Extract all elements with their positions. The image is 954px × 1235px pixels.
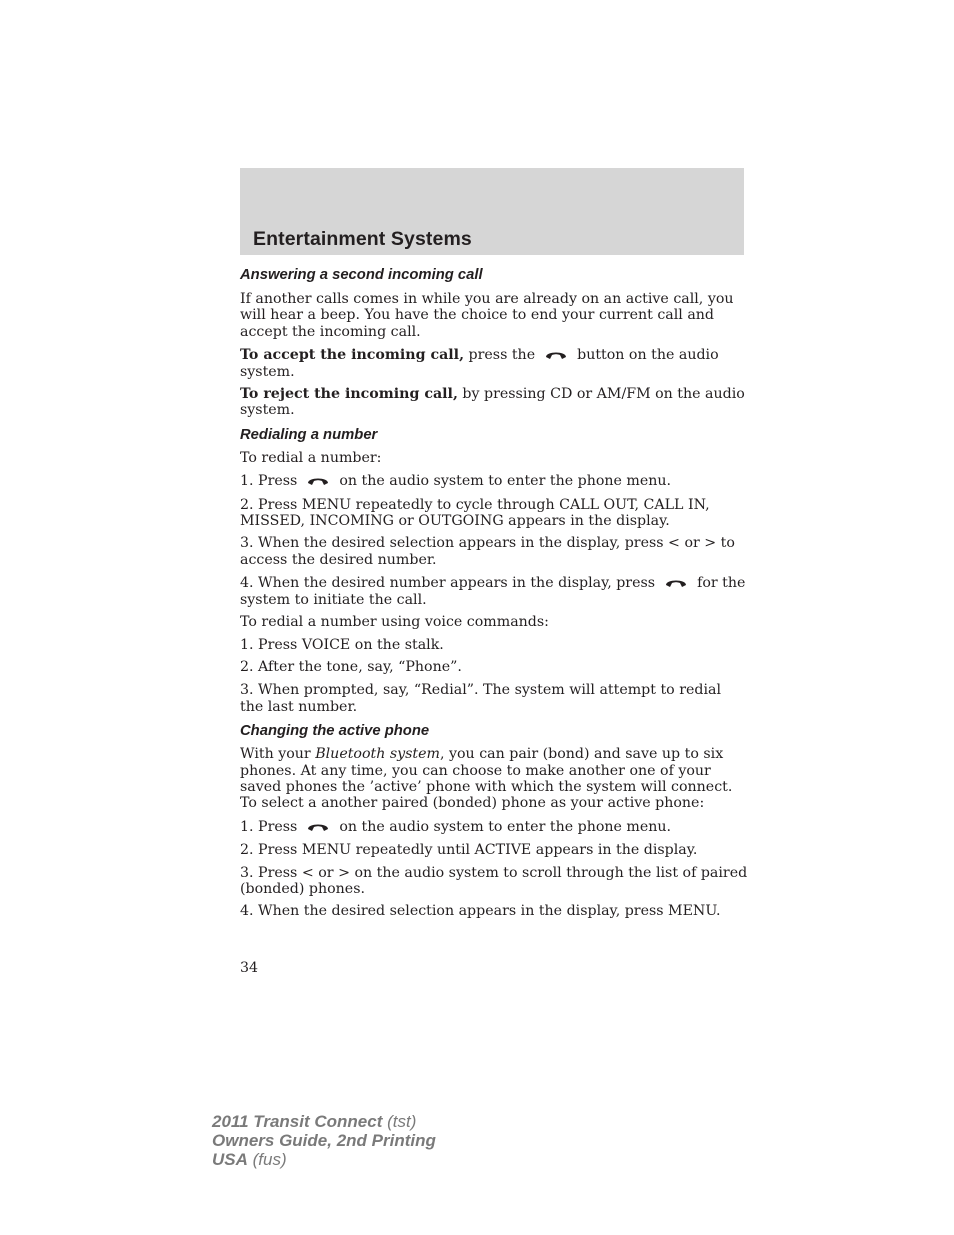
paragraph-reject-call <box>240 386 748 419</box>
paragraph-redial-step4 <box>240 575 748 608</box>
paragraph-voice-step2: 2. After the tone, say, “Phone”. <box>240 658 462 675</box>
paragraph-voice-step3: 3. When prompted, say, “Redial”. The system will attempt to redial the last number. <box>240 682 722 715</box>
footer-guide: Owners Guide, 2nd Printing <box>212 1131 436 1150</box>
accept-call-bold: To accept the incoming call, <box>240 347 465 364</box>
paragraph-accept-call <box>240 347 748 380</box>
section-header-band <box>240 168 744 255</box>
section-title: Entertainment Systems <box>253 228 472 250</box>
paragraph-redial-step1 <box>240 473 748 489</box>
phone-handset-icon <box>307 474 329 486</box>
paragraph-redial-step2: 2. Press MENU repeatedly to cycle through CALL OUT, CALL IN, MISSED, INCOMING or OUTGOING appears in the display. <box>240 496 710 530</box>
footer-market-tag: (fus) <box>247 1150 287 1169</box>
reject-call-text: by pressing CD or AM/FM on the audio system. <box>240 386 745 419</box>
redial-step4-post: for the system to initiate the call. <box>240 575 746 608</box>
active-intro-italic: Bluetooth system <box>315 746 440 763</box>
paragraph-active-step1 <box>240 819 748 835</box>
paragraph-voice-lead: To redial a number using voice commands: <box>240 614 549 631</box>
active-intro-pre: With your <box>240 746 316 763</box>
paragraph-active-step3: 3. Press < or > on the audio system to scroll through the list of paired (bonded) phones. <box>240 864 748 897</box>
footer-market: USA <box>212 1150 248 1169</box>
paragraph-second-call-intro: If another calls comes in while you are already on an active call, you will hear a beep. You have the choice to end your current call and accept the incoming call. <box>240 291 734 340</box>
phone-handset-icon <box>307 820 329 832</box>
footer-model: 2011 Transit Connect <box>212 1112 383 1131</box>
footer-line-2 <box>212 1131 436 1150</box>
paragraph-active-step4: 4. When the desired selection appears in the display, press MENU. <box>240 903 721 920</box>
paragraph-active-phone-intro <box>240 746 748 812</box>
paragraph-active-step2: 2. Press MENU repeatedly until ACTIVE appears in the display. <box>240 842 698 859</box>
redial-step1-pre: 1. Press <box>240 473 302 490</box>
subheading-active-phone: Changing the active phone <box>240 723 430 740</box>
active-intro-post: , you can pair (bond) and save up to six phones. At any time, you can choose to make another one of your saved phones the ’active’ phone with which the system will connect. To select a another paired (bonded) phone as your active phone: <box>240 746 733 812</box>
phone-handset-icon <box>545 348 567 360</box>
footer-model-tag: (tst) <box>382 1112 417 1131</box>
accept-call-post: button on the audio system. <box>240 347 719 380</box>
redial-step1-post: on the audio system to enter the phone menu. <box>334 473 672 490</box>
phone-handset-icon <box>665 576 687 588</box>
footer-line-1 <box>212 1112 436 1131</box>
page-content <box>240 266 748 920</box>
redial-step4-pre: 4. When the desired number appears in the display, press <box>240 575 660 592</box>
accept-call-pre: press the <box>464 347 540 364</box>
footer-line-3 <box>212 1150 436 1169</box>
active-step1-pre: 1. Press <box>240 818 302 835</box>
subheading-second-call: Answering a second incoming call <box>240 267 483 283</box>
page-number: 34 <box>240 960 259 976</box>
paragraph-redial-step3: 3. When the desired selection appears in the display, press < or > to access the desired number. <box>240 535 735 568</box>
paragraph-voice-step1: 1. Press VOICE on the stalk. <box>240 636 444 653</box>
reject-call-bold: To reject the incoming call, <box>240 386 458 403</box>
subheading-redialing: Redialing a number <box>240 426 378 443</box>
active-step1-post: on the audio system to enter the phone menu. <box>334 818 672 835</box>
paragraph-redial-lead: To redial a number: <box>240 449 382 466</box>
document-footer <box>212 1112 436 1169</box>
